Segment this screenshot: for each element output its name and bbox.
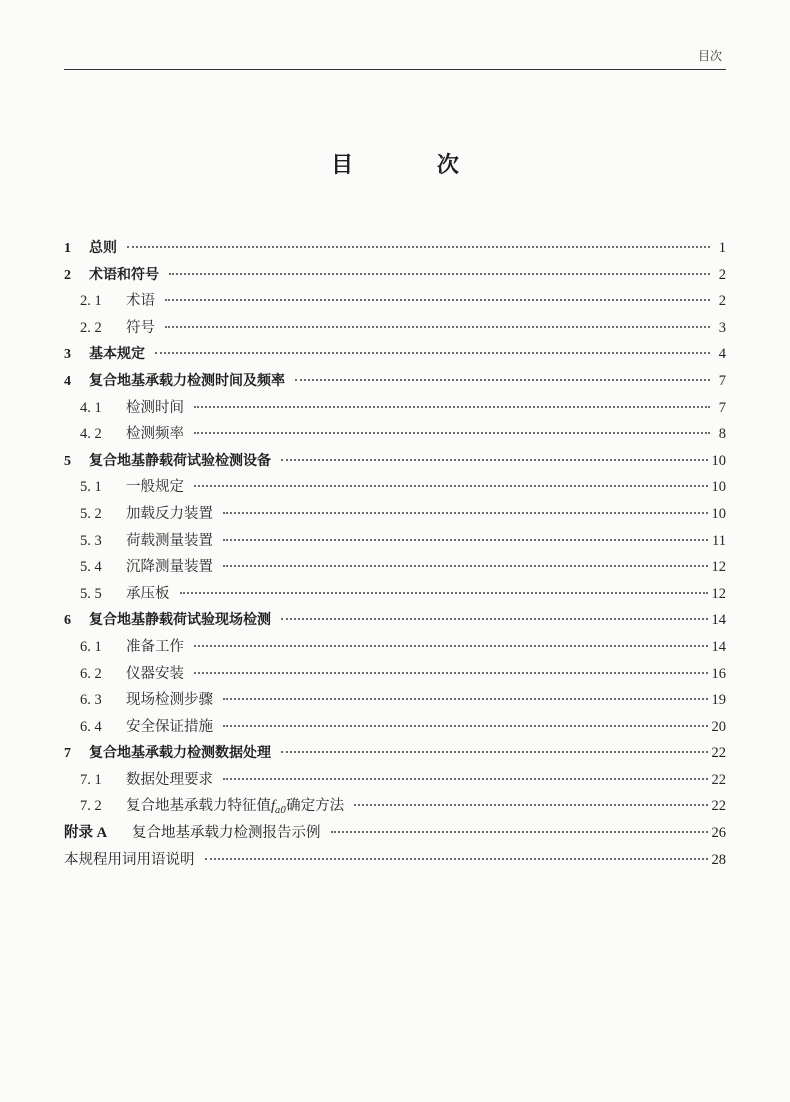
page-title: 目 次	[331, 153, 497, 178]
toc-page-number: 26	[711, 825, 726, 842]
toc-entry-title: 沉降测量装置	[126, 559, 213, 576]
toc-entry-section[interactable]	[64, 793, 726, 820]
toc-entry-section[interactable]	[64, 554, 726, 581]
toc-page-number: 14	[711, 612, 726, 629]
toc-entry-number: 4. 1	[80, 399, 102, 416]
dot-leader	[281, 458, 708, 461]
toc-page-number: 8	[718, 426, 726, 443]
toc-entry-section[interactable]	[64, 288, 726, 315]
toc-entry-chapter[interactable]	[64, 341, 726, 368]
toc-entry-chapter[interactable]	[64, 740, 726, 767]
toc-page-number: 12	[711, 559, 726, 576]
toc-entry-title: 基本规定	[89, 346, 145, 363]
toc-page-number: 22	[711, 745, 726, 762]
toc-entry-number: 5	[64, 453, 71, 469]
dot-leader	[194, 431, 710, 434]
toc-entry-section[interactable]	[64, 528, 726, 555]
dot-leader	[165, 298, 710, 301]
toc-page-number: 16	[711, 665, 726, 682]
toc-entry-number: 6. 3	[80, 692, 102, 709]
toc-entry-number: 5. 2	[80, 505, 102, 522]
formula-symbol: f	[271, 798, 276, 815]
toc-entry-title: 复合地基承载力检测时间及频率	[89, 372, 285, 389]
toc-entry-section[interactable]	[64, 474, 726, 501]
toc-entry-title-part: 复合地基承载力特征值	[126, 798, 271, 815]
toc-entry-number: 4. 2	[80, 426, 102, 443]
dot-leader	[281, 750, 708, 753]
toc-entry-chapter[interactable]	[64, 262, 726, 289]
toc-page-number: 3	[718, 319, 726, 336]
dot-leader	[165, 325, 710, 328]
toc-page-number: 7	[718, 399, 726, 416]
toc-entry-section[interactable]	[64, 581, 726, 608]
toc-page-number: 7	[718, 372, 726, 389]
dot-leader	[155, 351, 710, 354]
toc-entry-number: 7	[64, 746, 71, 762]
toc-entry-title: 一般规定	[126, 479, 184, 496]
toc-entry-title: 安全保证措施	[126, 718, 213, 735]
toc-entry-title-part: 确定方法	[286, 798, 345, 815]
dot-leader	[180, 591, 708, 594]
dot-leader	[223, 777, 708, 780]
dot-leader	[194, 644, 708, 647]
toc-page-number: 28	[711, 851, 726, 868]
dot-leader	[223, 538, 708, 541]
toc-page-number: 11	[712, 532, 726, 549]
toc-entry-number: 附录 A	[64, 825, 108, 842]
table-of-contents	[64, 235, 726, 873]
toc-entry-title: 复合地基承载力检测报告示例	[132, 825, 321, 842]
toc-page-number: 19	[711, 692, 726, 709]
toc-entry-number: 5. 5	[80, 585, 102, 602]
toc-entry-number: 5. 4	[80, 559, 102, 576]
toc-entry-number: 6	[64, 613, 71, 629]
toc-entry-title: 检测频率	[126, 426, 184, 443]
dot-leader	[331, 830, 708, 833]
toc-entry-section[interactable]	[64, 687, 726, 714]
toc-entry-section[interactable]	[64, 634, 726, 661]
toc-page-number: 10	[711, 479, 726, 496]
toc-entry-title: 加载反力装置	[126, 505, 213, 522]
toc-entry-section[interactable]	[64, 421, 726, 448]
toc-entry-title: 术语	[126, 293, 155, 310]
toc-page-number: 2	[718, 293, 726, 310]
toc-entry-title: 符号	[126, 319, 155, 336]
toc-entry-number: 7. 1	[80, 771, 102, 788]
toc-entry-section[interactable]	[64, 661, 726, 688]
dot-leader	[194, 671, 708, 674]
header-rule	[64, 69, 726, 70]
toc-entry-title: 术语和符号	[89, 266, 159, 283]
dot-leader	[169, 272, 710, 275]
toc-entry-title: 荷载测量装置	[126, 532, 213, 549]
toc-entry-number: 6. 1	[80, 638, 102, 655]
toc-page-number: 12	[711, 585, 726, 602]
toc-entry-number: 2. 1	[80, 293, 102, 310]
toc-entry-chapter[interactable]	[64, 235, 726, 262]
toc-entry-number: 3	[64, 347, 71, 363]
toc-entry-title: 数据处理要求	[126, 771, 213, 788]
toc-entry-number: 4	[64, 373, 71, 389]
toc-entry-section[interactable]	[64, 714, 726, 741]
dot-leader	[194, 405, 710, 408]
toc-page-number: 10	[711, 505, 726, 522]
toc-entry-number: 7. 2	[80, 798, 102, 815]
formula-subscript: a0	[275, 806, 287, 817]
toc-page-number: 22	[711, 798, 726, 815]
dot-leader	[281, 617, 708, 620]
toc-entry-appendix[interactable]	[64, 820, 726, 847]
toc-entry-title: 本规程用词用语说明	[64, 851, 195, 868]
running-header: 目次	[697, 49, 722, 63]
toc-entry-title: 复合地基静载荷试验现场检测	[89, 612, 271, 629]
toc-entry-title: 准备工作	[126, 638, 184, 655]
toc-entry-special[interactable]	[64, 847, 726, 874]
toc-entry-title: 复合地基承载力检测数据处理	[89, 745, 271, 762]
toc-entry-number: 6. 4	[80, 718, 102, 735]
toc-entry-chapter[interactable]	[64, 607, 726, 634]
toc-entry-title: 总则	[89, 240, 117, 256]
toc-entry-title: 仪器安装	[126, 665, 184, 682]
toc-entry-title: 承压板	[126, 585, 170, 602]
toc-entry-number: 5. 1	[80, 479, 102, 496]
toc-entry-number: 6. 2	[80, 665, 102, 682]
dot-leader	[127, 245, 710, 248]
dot-leader	[194, 484, 708, 487]
dot-leader	[223, 697, 708, 700]
toc-entry-section[interactable]	[64, 395, 726, 422]
toc-entry-chapter[interactable]	[64, 368, 726, 395]
toc-page-number: 22	[711, 771, 726, 788]
toc-entry-title: 检测时间	[126, 399, 184, 416]
toc-entry-section[interactable]	[64, 767, 726, 794]
toc-entry-chapter[interactable]	[64, 448, 726, 475]
toc-entry-title: 现场检测步骤	[126, 692, 213, 709]
toc-page-number: 20	[711, 718, 726, 735]
dot-leader	[223, 724, 708, 727]
toc-entry-number: 2. 2	[80, 319, 102, 336]
toc-page-number: 4	[718, 346, 726, 363]
toc-page-number: 10	[711, 452, 726, 469]
toc-entry-number: 2	[64, 267, 71, 283]
dot-leader	[354, 803, 707, 806]
toc-entry-number: 1	[64, 241, 71, 256]
dot-leader	[223, 511, 708, 514]
toc-page-number: 1	[718, 240, 726, 256]
toc-page-number: 14	[711, 638, 726, 655]
toc-entry-section[interactable]	[64, 315, 726, 342]
dot-leader	[223, 564, 708, 567]
toc-entry-number: 5. 3	[80, 532, 102, 549]
dot-leader	[205, 857, 708, 860]
toc-entry-title: 复合地基静载荷试验检测设备	[89, 452, 271, 469]
toc-page-number: 2	[718, 266, 726, 283]
toc-entry-section[interactable]	[64, 501, 726, 528]
dot-leader	[295, 378, 710, 381]
